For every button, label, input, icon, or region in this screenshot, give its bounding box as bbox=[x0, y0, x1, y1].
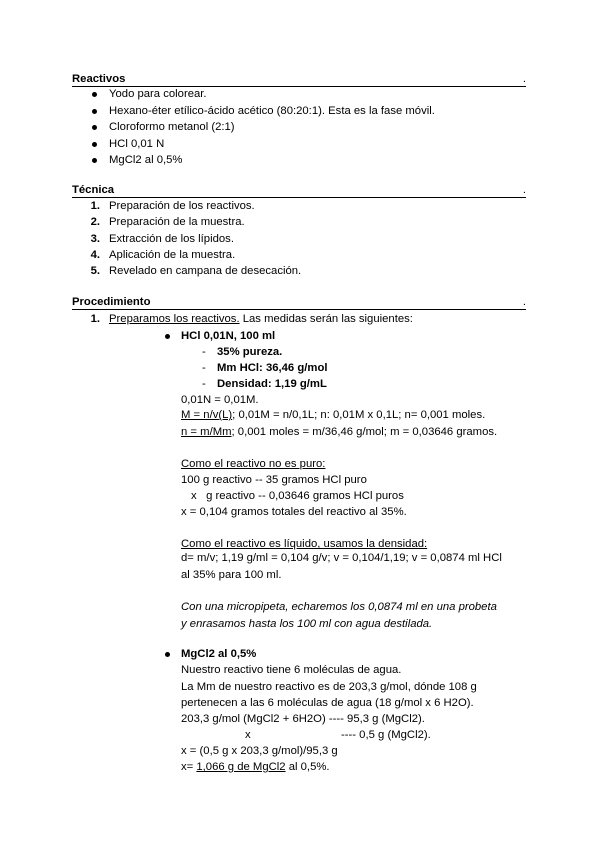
tecnica-heading bbox=[72, 183, 526, 198]
calc-text: ; 0,01M = n/0,1L; n: 0,01M x 0,1L; n= 0,001 moles. bbox=[232, 409, 486, 421]
bullet-icon bbox=[165, 334, 170, 339]
step1-rest: Las medidas serán las siguientes: bbox=[239, 313, 413, 325]
bullet-icon bbox=[92, 125, 97, 130]
list-item: HCl 0,01 N bbox=[109, 138, 165, 150]
calc-text: ; 0,001 moles = m/36,46 g/mol; m = 0,03646 gramos. bbox=[231, 426, 498, 438]
dash-icon: - bbox=[202, 346, 206, 358]
tecnica-title: Técnica bbox=[72, 184, 115, 196]
hcl-prop: 35% pureza. bbox=[217, 346, 283, 358]
reactivos-heading bbox=[72, 72, 526, 87]
mgcl2-x: x bbox=[245, 729, 251, 741]
formula-moles: n = m/Mm bbox=[181, 426, 232, 438]
note-line: Con una micropipeta, echaremos los 0,0874 ml en una probeta bbox=[181, 601, 497, 613]
list-item: Aplicación de la muestra. bbox=[109, 249, 236, 261]
tecnica-end-mark: . bbox=[522, 184, 526, 196]
mgcl2-line: ---- 0,5 g (MgCl2). bbox=[341, 729, 431, 741]
formula-molarity: M = n/v(L) bbox=[181, 409, 233, 421]
hcl-prop: Densidad: 1,19 g/mL bbox=[217, 378, 327, 390]
reactivos-end-mark: . bbox=[522, 73, 526, 85]
result-suffix: al 0,5%. bbox=[285, 761, 330, 773]
list-item: Cloroformo metanol (2:1) bbox=[109, 121, 235, 133]
step-number: 5. bbox=[90, 265, 100, 277]
hcl-title: HCl 0,01N, 100 ml bbox=[181, 330, 276, 342]
hcl-calc bbox=[181, 425, 497, 439]
puro-heading: Como el reactivo no es puro: bbox=[181, 458, 326, 470]
step-number: 1. bbox=[90, 200, 100, 212]
step-number: 4. bbox=[90, 249, 100, 261]
result-value: 1,066 g de MgCl2 bbox=[196, 761, 286, 773]
mgcl2-title: MgCl2 al 0,5% bbox=[181, 648, 257, 660]
step-number: 3. bbox=[90, 233, 100, 245]
list-item: Preparación de la muestra. bbox=[109, 216, 245, 228]
procedimiento-end-mark: . bbox=[522, 296, 526, 308]
liquido-line: d= m/v; 1,19 g/ml = 0,104 g/v; v = 0,104/1,19; v = 0,0874 ml HCl bbox=[181, 552, 502, 564]
dash-icon: - bbox=[202, 378, 206, 390]
dash-icon: - bbox=[202, 362, 206, 374]
step1-text bbox=[109, 312, 413, 326]
result-prefix: x= bbox=[181, 761, 197, 773]
mgcl2-line: 203,3 g/mol (MgCl2 + 6H2O) ---- 95,3 g (MgCl2). bbox=[181, 713, 425, 725]
list-item: Preparación de los reactivos. bbox=[109, 200, 255, 212]
reactivos-title: Reactivos bbox=[72, 73, 126, 85]
bullet-icon bbox=[92, 158, 97, 163]
procedimiento-title: Procedimiento bbox=[72, 296, 151, 308]
puro-line: x g reactivo -- 0,03646 gramos HCl puros bbox=[191, 490, 404, 502]
bullet-icon bbox=[92, 142, 97, 147]
liquido-line: al 35% para 100 ml. bbox=[181, 569, 282, 581]
step-number: 1. bbox=[90, 313, 100, 325]
mgcl2-line: x = (0,5 g x 203,3 g/mol)/95,3 g bbox=[181, 745, 338, 757]
hcl-calc: 0,01N = 0,01M. bbox=[181, 394, 259, 406]
step-number: 2. bbox=[90, 216, 100, 228]
puro-line: 100 g reactivo -- 35 gramos HCl puro bbox=[181, 474, 367, 486]
procedimiento-heading bbox=[72, 295, 526, 310]
hcl-prop: Mm HCl: 36,46 g/mol bbox=[217, 362, 328, 374]
hcl-calc bbox=[181, 408, 485, 422]
list-item: MgCl2 al 0,5% bbox=[109, 154, 183, 166]
mgcl2-result bbox=[181, 760, 330, 774]
list-item: Extracción de los lípidos. bbox=[109, 233, 234, 245]
bullet-icon bbox=[92, 109, 97, 114]
mgcl2-line: pertenecen a las 6 moléculas de agua (18 g/mol x 6 H2O). bbox=[181, 697, 474, 709]
bullet-icon bbox=[92, 92, 97, 97]
list-item: Revelado en campana de desecación. bbox=[109, 265, 302, 277]
mgcl2-line: La Mm de nuestro reactivo es de 203,3 g/mol, dónde 108 g bbox=[181, 681, 477, 693]
note-line: y enrasamos hasta los 100 ml con agua destilada. bbox=[181, 618, 433, 630]
bullet-icon bbox=[165, 652, 170, 657]
puro-line: x = 0,104 gramos totales del reactivo al 35%. bbox=[181, 506, 407, 518]
list-item: Hexano-éter etílico-ácido acético (80:20:1). Esta es la fase móvil. bbox=[109, 105, 435, 117]
mgcl2-line: Nuestro reactivo tiene 6 moléculas de agua. bbox=[181, 664, 402, 676]
step1-underlined: Preparamos los reactivos. bbox=[109, 313, 240, 325]
list-item: Yodo para colorear. bbox=[109, 88, 207, 100]
liquido-heading: Como el reactivo es líquido, usamos la densidad: bbox=[181, 538, 428, 550]
